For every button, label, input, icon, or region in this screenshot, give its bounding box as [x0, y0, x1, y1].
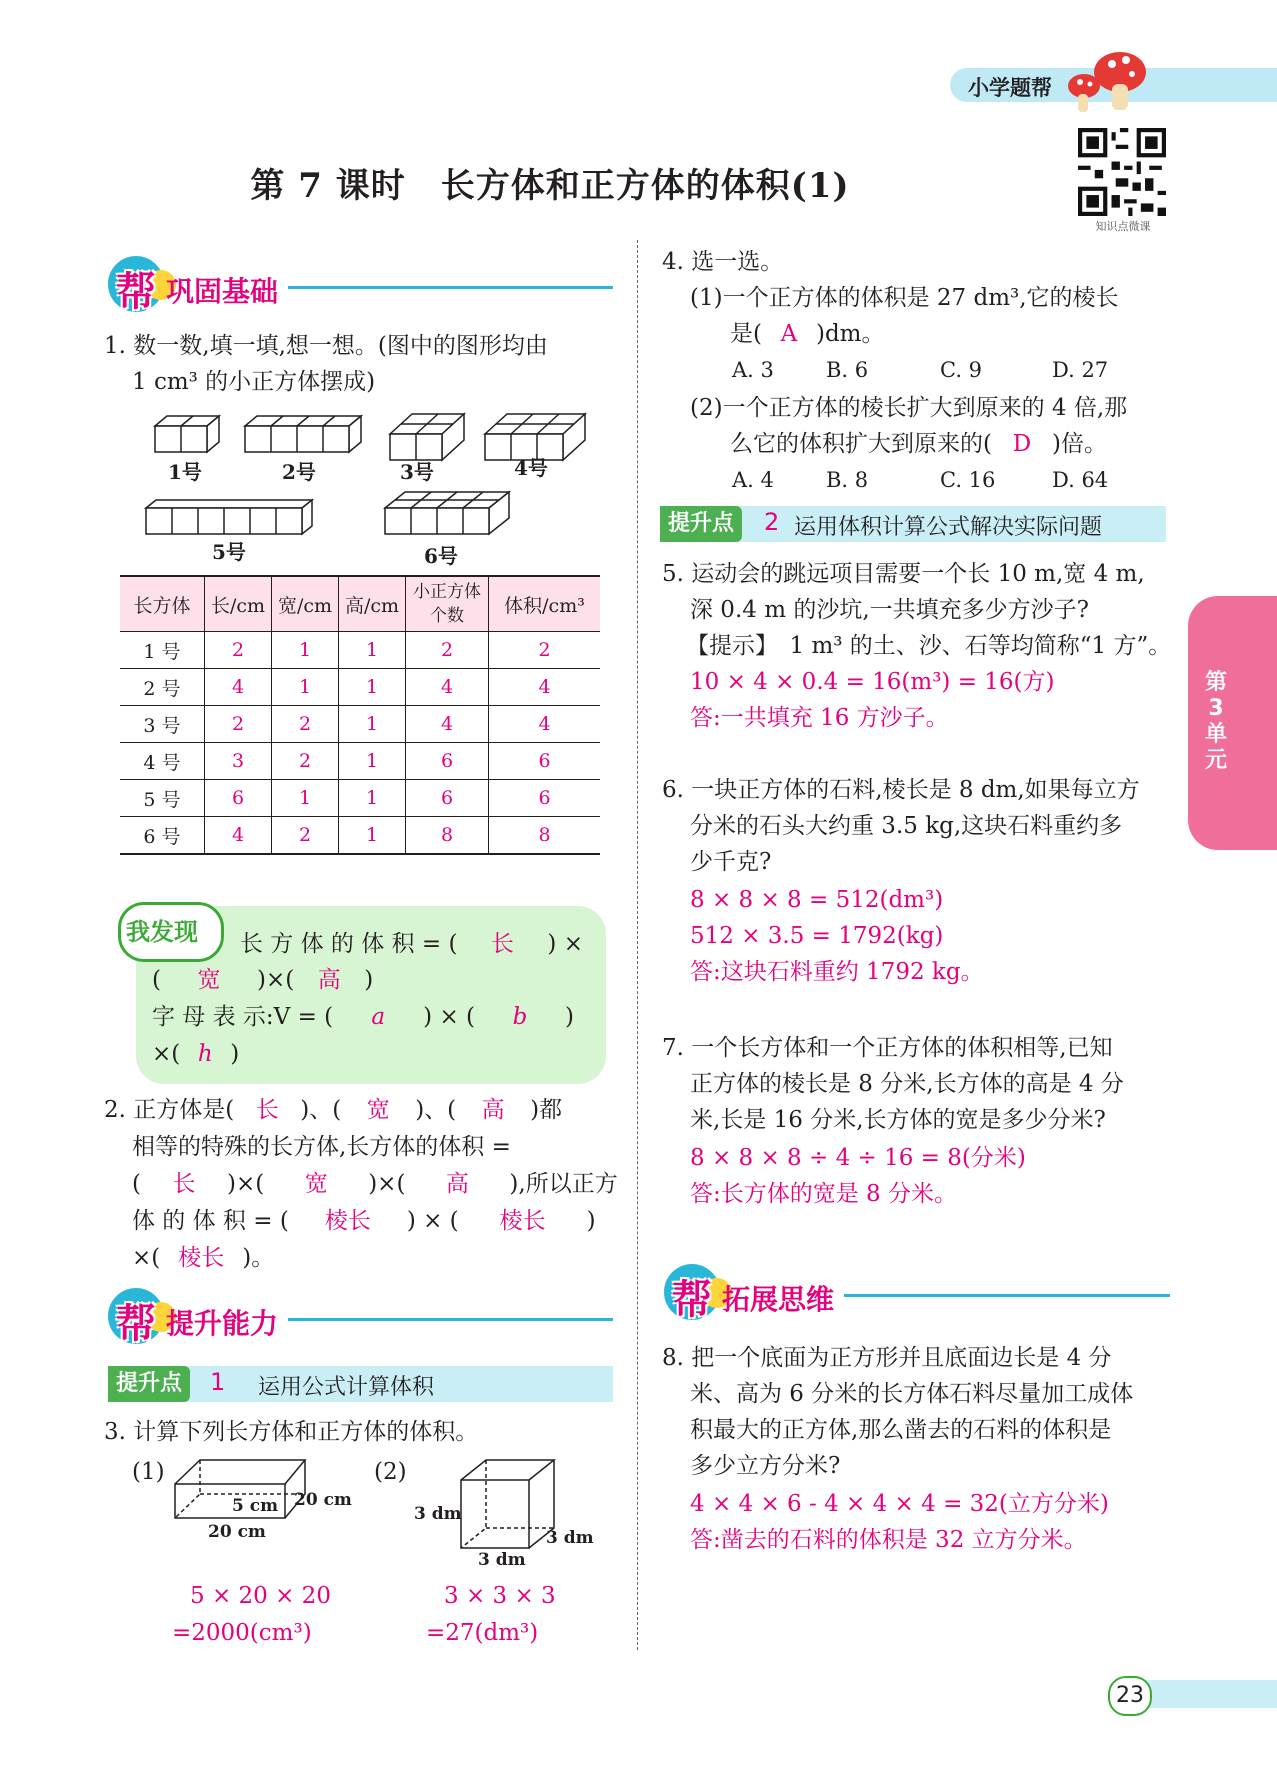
- q3-dim2-length: 3 dm: [478, 1550, 526, 1570]
- mushroom-icon: [1060, 44, 1150, 116]
- q4-s2-opt-c: C. 16: [940, 468, 996, 492]
- q3-answer2-line2: =27(dm³): [426, 1620, 539, 1646]
- q8-line3: 积最大的正方体,那么凿去的石料的体积是: [690, 1417, 1112, 1443]
- q6-answer3: 答:这块石料重约 1792 kg。: [690, 959, 984, 985]
- q6-answer1: 8 × 8 × 8 = 512(dm³): [690, 887, 944, 913]
- shape-label-4: 4号: [514, 456, 548, 480]
- th-length: 长/cm: [205, 576, 272, 632]
- th-width: 宽/cm: [272, 576, 339, 632]
- table-row: 4 号 3 2 1 6 6: [120, 743, 600, 780]
- shape-label-5: 5号: [212, 540, 246, 564]
- q4-s2-line2: 么它的体积扩大到原来的( D )倍。: [730, 431, 1107, 457]
- th-height: 高/cm: [339, 576, 406, 632]
- page-title: 第 7 课时 长方体和正方体的体积(1): [250, 166, 850, 206]
- q8-answer1: 4 × 4 × 6 - 4 × 4 × 4 = 32(立方分米): [690, 1491, 1109, 1517]
- q6-line1: 6. 一块正方体的石料,棱长是 8 dm,如果每立方: [662, 777, 1140, 803]
- q3-dim1-height: 5 cm: [232, 1496, 279, 1516]
- th-count: 小正方体个数: [406, 576, 489, 632]
- q7-answer2: 答:长方体的宽是 8 分米。: [690, 1181, 958, 1207]
- q4-s2-opt-b: B. 8: [826, 468, 869, 492]
- q3-answer1-line1: 5 × 20 × 20: [190, 1583, 331, 1609]
- q3-part1-label: (1): [132, 1459, 165, 1485]
- q8-line4: 多少立方分米?: [690, 1453, 841, 1479]
- table-row: 6 号 4 2 1 8 8: [120, 817, 600, 855]
- q3-answer1-line2: =2000(cm³): [172, 1620, 312, 1646]
- q8-line1: 8. 把一个底面为正方形并且底面边长是 4 分: [662, 1345, 1112, 1371]
- unit-side-label: 第 3 单 元: [1204, 670, 1227, 773]
- q4-s1-opt-c: C. 9: [940, 358, 983, 382]
- shape-label-2: 2号: [282, 460, 316, 484]
- qr-caption: 知识点微课: [1095, 220, 1151, 233]
- qr-code-icon[interactable]: [1078, 128, 1166, 216]
- q4-s1-opt-a: A. 3: [732, 358, 774, 382]
- q1-text-a: 1. 数一数,填一填,想一想。(图中的图形均由: [104, 333, 548, 359]
- q4-s2-opt-a: A. 4: [732, 468, 774, 492]
- q2-line4: 体 的 体 积 = ( 棱长 ) × ( 棱长 ): [132, 1208, 596, 1234]
- q3-part2-label: (2): [374, 1459, 407, 1485]
- discover-line2: ( 宽 )×( 高 ): [152, 967, 374, 993]
- table-row: 5 号 6 1 1 6 6: [120, 780, 600, 817]
- point2-tag: 提升点 2 运用体积计算公式解决实际问题: [660, 506, 1166, 542]
- q2-line5: ×( 棱长 )。: [132, 1245, 275, 1271]
- q4-s1-line2: 是( A )dm。: [730, 321, 885, 347]
- q1-cube-figures: [140, 408, 600, 568]
- q6-answer2: 512 × 3.5 = 1792(kg): [690, 923, 944, 949]
- th-name: 长方体: [120, 576, 205, 632]
- shape-label-1: 1号: [168, 460, 202, 484]
- discover-badge-label: 我发现: [126, 918, 198, 946]
- shape-label-6: 6号: [424, 544, 458, 568]
- discover-line3: 字 母 表 示:V = ( a ) × ( b ): [152, 1004, 574, 1030]
- q5-hint: 【提示】 1 m³ 的土、沙、石等均简称“1 方”。: [686, 633, 1172, 659]
- table-row: 1 号 2 1 1 2 2: [120, 632, 600, 669]
- point1-tag: 提升点 1 运用公式计算体积: [108, 1366, 613, 1402]
- q7-answer1: 8 × 8 × 8 ÷ 4 ÷ 16 = 8(分米): [690, 1145, 1026, 1171]
- q3-dim1-width: 20 cm: [294, 1490, 352, 1510]
- brand-label: 小学题帮: [968, 76, 1052, 100]
- q4-s1-opt-d: D. 27: [1052, 358, 1109, 382]
- q6-line3: 少千克?: [690, 849, 772, 875]
- q3-answer2-line1: 3 × 3 × 3: [444, 1583, 556, 1609]
- q3-dim2-width: 3 dm: [546, 1528, 594, 1548]
- q1-table: [120, 575, 600, 855]
- section-basics-header: 帮 巩固基础: [108, 256, 613, 312]
- q5-line2: 深 0.4 m 的沙坑,一共填充多少方沙子?: [690, 597, 1089, 623]
- q2-line3: ( 长 )×( 宽 )×( 高 ),所以正方: [132, 1171, 618, 1197]
- q5-answer2: 答:一共填充 16 方沙子。: [690, 705, 949, 731]
- q4-s2-opt-d: D. 64: [1052, 468, 1109, 492]
- q4-s1-opt-b: B. 6: [826, 358, 869, 382]
- q8-line2: 米、高为 6 分米的长方体石料尽量加工成体: [690, 1381, 1134, 1407]
- section-ability-header: 帮 提升能力: [108, 1288, 613, 1344]
- section-extend-header: 帮 拓展思维: [664, 1264, 1170, 1320]
- column-divider: [637, 240, 638, 1650]
- q8-answer2: 答:凿去的石料的体积是 32 立方分米。: [690, 1527, 1087, 1553]
- q7-line3: 米,长是 16 分米,长方体的宽是多少分米?: [690, 1107, 1106, 1133]
- q1-text-b: 1 cm³ 的小正方体摆成): [132, 369, 376, 395]
- q4-s2-line1: (2)一个正方体的棱长扩大到原来的 4 倍,那: [690, 395, 1128, 421]
- q3-dim2-height: 3 dm: [414, 1504, 462, 1524]
- discover-line1: 长 方 体 的 体 积 = ( 长 ) ×: [240, 931, 583, 957]
- q4-s1-line1: (1)一个正方体的体积是 27 dm³,它的棱长: [690, 285, 1119, 311]
- shape-label-3: 3号: [400, 460, 434, 484]
- th-volume: 体积/cm³: [489, 576, 601, 632]
- table-row: 2 号 4 1 1 4 4: [120, 669, 600, 706]
- q3-dim1-length: 20 cm: [208, 1522, 266, 1542]
- discover-line4: ×( h ): [152, 1041, 240, 1067]
- q5-answer1: 10 × 4 × 0.4 = 16(m³) = 16(方): [690, 669, 1055, 695]
- q7-line1: 7. 一个长方体和一个正方体的体积相等,已知: [662, 1035, 1113, 1061]
- q2-line1: 2. 正方体是( 长 )、( 宽 )、( 高 )都: [104, 1097, 563, 1123]
- q7-line2: 正方体的棱长是 8 分米,长方体的高是 4 分: [690, 1071, 1124, 1097]
- q4-title: 4. 选一选。: [662, 249, 784, 275]
- q2-line2: 相等的特殊的长方体,长方体的体积 =: [132, 1134, 511, 1160]
- q5-line1: 5. 运动会的跳远项目需要一个长 10 m,宽 4 m,: [662, 561, 1145, 587]
- page-number: 23: [1108, 1676, 1152, 1716]
- table-row: 3 号 2 2 1 4 4: [120, 706, 600, 743]
- q6-line2: 分米的石头大约重 3.5 kg,这块石料重约多: [690, 813, 1123, 839]
- q3-text: 3. 计算下列长方体和正方体的体积。: [104, 1419, 479, 1445]
